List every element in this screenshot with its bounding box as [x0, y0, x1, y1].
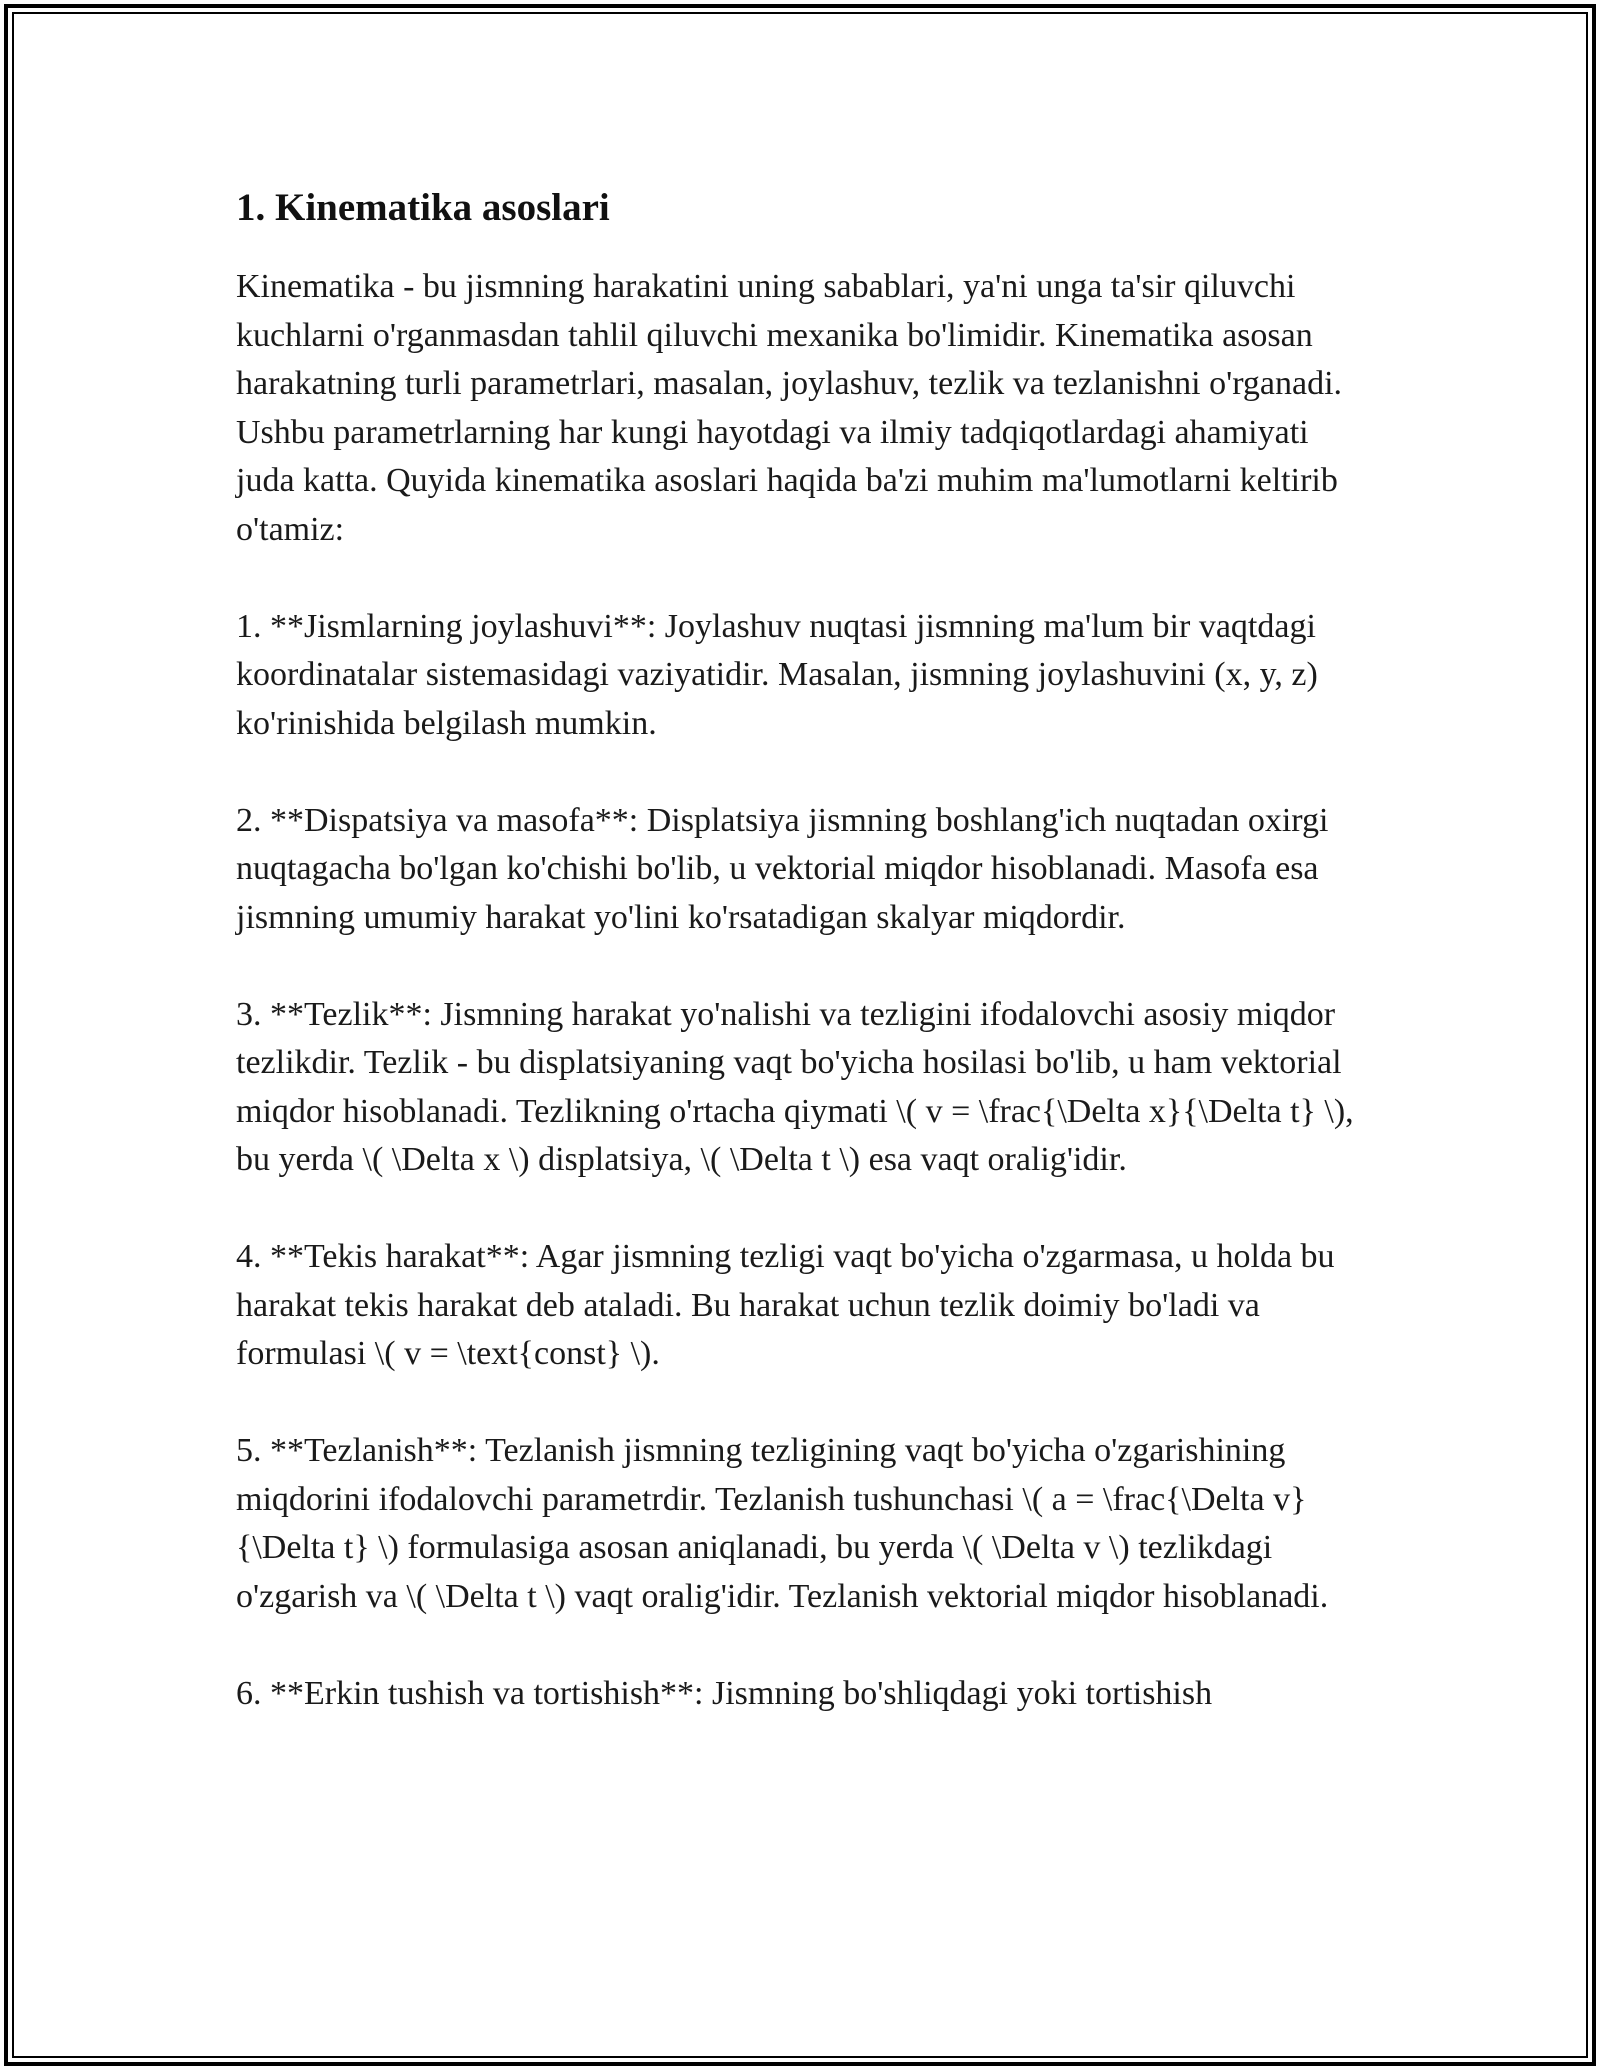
- list-item: 6. **Erkin tushish va tortishish**: Jismning bo'shliqdagi yoki tortishish: [236, 1674, 1213, 1712]
- list-item: 3. **Tezlik**: Jismning harakat yo'nalishi va tezligini ifodalovchi asosiy miqdor tezlikdir. Tezlik - bu displatsiyaning vaqt bo'yicha hosilasi bo'lib, u ham vektorial miqdor hisoblanadi. Tezlikning o'rtacha qiymati \( v = \frac{\Delta x}{\Delta t} \), bu yerda \( \Delta x \) displatsiya, \( \Delta t \) esa vaqt oralig'idir.: [236, 995, 1354, 1178]
- intro-paragraph: Kinematika - bu jismning harakatini uning sabablari, ya'ni unga ta'sir qiluvchi kuchlarni o'rganmasdan tahlil qiluvchi mexanika bo'limidir. Kinematika asosan harakatning turli parametrlari, masalan, joylashuv, tezlik va tezlanishni o'rganadi. Ushbu parametrlarning har kungi hayotdagi va ilmiy tadqiqotlardagi ahamiyati juda katta. Quyida kinematika asoslari haqida ba'zi muhim ma'lumotlarni keltirib o'tamiz:: [236, 268, 1343, 548]
- document-body: [236, 183, 1366, 1718]
- list-item: 1. **Jismlarning joylashuvi**: Joylashuv nuqtasi jismning ma'lum bir vaqtdagi koordinatalar sistemasidagi vaziyatidir. Masalan, jismning joylashuvini (x, y, z) ko'rinishida belgilash mumkin.: [236, 607, 1318, 742]
- list-item: 5. **Tezlanish**: Tezlanish jismning tezligining vaqt bo'yicha o'zgarishining miqdorini ifodalovchi parametrdir. Tezlanish tushunchasi \( a = \frac{\Delta v}{\Delta t} \) formulasiga asosan aniqlanadi, bu yerda \( \Delta v \) tezlikdagi o'zgarish va \( \Delta t \) vaqt oralig'idir. Tezlanish vektorial miqdor hisoblanadi.: [236, 1432, 1329, 1615]
- document-title: 1. Kinematika asoslari: [236, 186, 610, 229]
- list-item: 4. **Tekis harakat**: Agar jismning tezligi vaqt bo'yicha o'zgarmasa, u holda bu harakat tekis harakat deb ataladi. Bu harakat uchun tezlik doimiy bo'ladi va formulasi \( v = \text{const} \).: [236, 1238, 1335, 1372]
- list-item: 2. **Dispatsiya va masofa**: Displatsiya jismning boshlang'ich nuqtadan oxirgi nuqtagacha bo'lgan ko'chishi bo'lib, u vektorial miqdor hisoblanadi. Masofa esa jismning umumiy harakat yo'lini ko'rsatadigan skalyar miqdordir.: [236, 801, 1329, 936]
